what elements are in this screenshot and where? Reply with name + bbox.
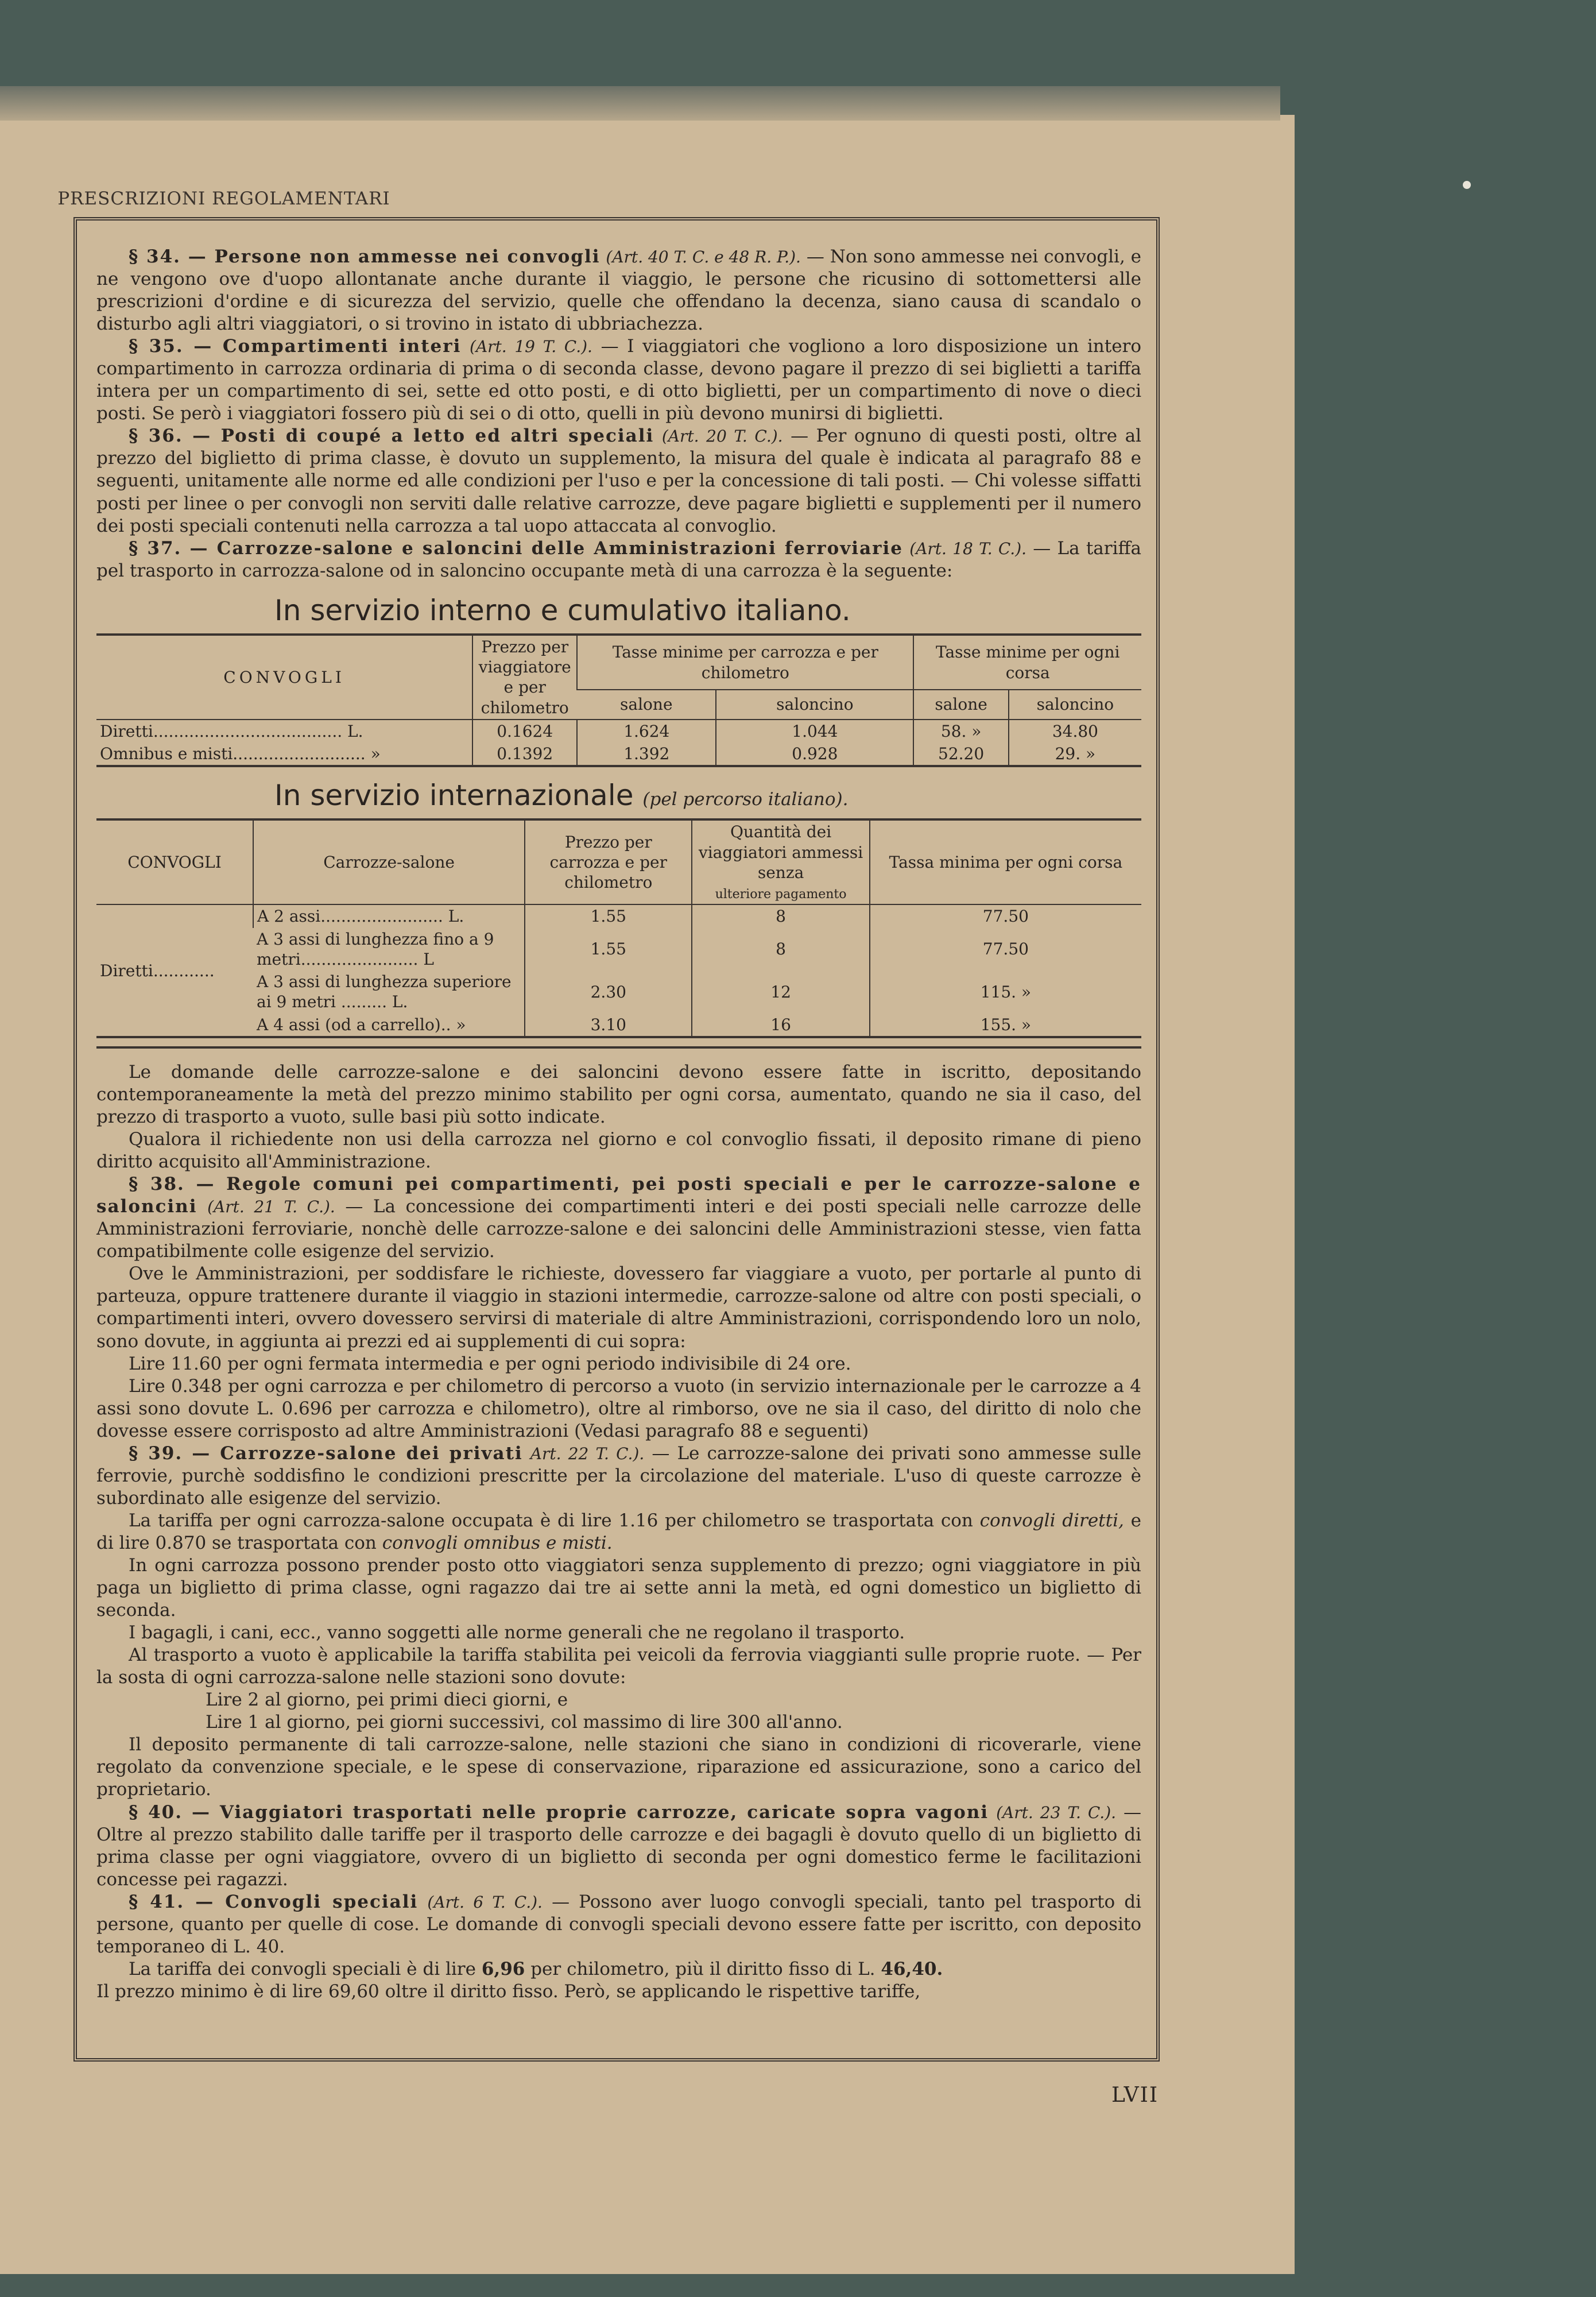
tariff-table-domestic xyxy=(96,633,1141,768)
section-39-p5: Al trasporto a vuoto è applicabile la tariffa stabilita pei veicoli da ferrovia viaggianti sulle proprie ruote. — Per la sosta di ogni carrozza-salone nelle stazioni sono dovute: xyxy=(96,1645,1141,1688)
table-row: Omnibus e misti.......................... » 0.1392 1.392 0.928 52.20 29. » xyxy=(96,743,1141,766)
section-36: § 36. — Posti di coupé a letto ed altri speciali (Art. 20 T. C.). — Per ognuno di questi posti, oltre al prezzo del biglietto di prima classe, è dovuto un supplemento, la misura del quale è indicata al paragrafo 88 e seguenti, unitamente alle norme ed alle condizioni per l'uso e per la concessione di tali posti. — Chi volesse siffatti posti per linee o per convogli non serviti dalle relative carrozze, deve pagare biglietti e supplementi per il numero dei posti speciali contenuti nella carrozza a tal uopo attaccata al convoglio. xyxy=(96,426,1142,536)
col-salone-km: salone xyxy=(577,690,716,719)
section-34: § 34. — Persone non ammesse nei convogli (Art. 40 T. C. e 48 R. P.). — Non sono ammesse nei convogli, e ne vengono ove d'uopo allontanate anche durante il viaggio, le persone che ricusino di sottomettersi alle prescrizioni d'ordine e di sicurezza del servizio, quelle che offendano la decenza, siano causa di scandalo o disturbo agli altri viaggiatori, o si trovino in istato di ubbriachezza. xyxy=(96,246,1142,335)
section-39-p7: Lire 1 al giorno, pei giorni successivi, col massimo di lire 300 all'anno. xyxy=(206,1712,843,1733)
section-39-p2: La tariffa per ogni carrozza-salone occupata è di lire 1.16 per chilometro se trasportata con convogli diretti, e di lire 0.870 se trasportata con convogli omnibus e misti. xyxy=(96,1510,1142,1553)
col-saloncino-corsa: saloncino xyxy=(1009,690,1141,719)
table-row: A 3 assi di lunghezza superiore ai 9 metri ......... L. 2.30 12 115. » xyxy=(96,970,1141,1014)
table-row: Diretti............ A 2 assi........................ L. 1.55 8 77.50 xyxy=(96,904,1141,927)
table-row: A 3 assi di lunghezza fino a 9 metri....................... L 1.55 8 77.50 xyxy=(96,928,1141,971)
col-carrozze: Carrozze-salone xyxy=(253,819,525,904)
paper-spot xyxy=(1463,181,1471,189)
col-quantita: Quantità dei viaggiatori ammessi senza ulteriore pagamento xyxy=(692,819,869,904)
col-convogli: CONVOGLI xyxy=(96,819,253,904)
page-edge xyxy=(0,86,1280,121)
section-41: § 41. — Convogli speciali (Art. 6 T. C.). — Possono aver luogo convogli speciali, tanto pel trasporto di persone, quanto per quelle di cose. Le domande di convogli speciali devono essere fatte per iscritto, con deposito temporaneo di L. 40. xyxy=(96,1891,1142,1957)
col-tasse-km: Tasse minime per carrozza e per chilometro xyxy=(577,635,913,690)
page-content xyxy=(96,246,1141,2003)
deposit-paragraph-2: Qualora il richiedente non usi della carrozza nel giorno e col convoglio fissati, il deposito rimane di pieno diritto acquisito all'Amministrazione. xyxy=(96,1129,1141,1173)
section-39-p3: In ogni carrozza possono prender posto otto viaggiatori senza supplemento di prezzo; ogni viaggiatore in più paga un biglietto di prima classe, ogni ragazzo dai tre ai sette anni la metà, ed ogni domestico un biglietto di seconda. xyxy=(96,1554,1141,1621)
section-39-p6: Lire 2 al giorno, pei primi dieci giorni, e xyxy=(206,1689,568,1711)
col-saloncino-km: saloncino xyxy=(716,690,913,719)
table1-title: In servizio interno e cumulativo italiano. xyxy=(274,593,851,627)
running-head: PRESCRIZIONI REGOLAMENTARI xyxy=(57,188,390,209)
col-salone-corsa: salone xyxy=(913,690,1008,719)
page-number: LVII xyxy=(1111,2083,1159,2107)
col-prezzo: Prezzo per carrozza e per chilometro xyxy=(525,819,692,904)
section-39: § 39. — Carrozze-salone dei privati Art. 22 T. C.). — Le carrozze-salone dei privati sono ammesse sulle ferrovie, purchè soddisfino le condizioni prescritte per la circolazione del materiale. L'uso di queste carrozze è subordinato alle esigenze del servizio. xyxy=(96,1443,1141,1509)
divider xyxy=(96,1046,1141,1049)
section-39-p8: Il deposito permanente di tali carrozze-salone, nelle stazioni che siano in condizioni di ricoverarle, viene regolato da convenzione speciale, e le spese di conservazione, riparazione ed assicurazione, sono a carico del proprietario. xyxy=(96,1734,1141,1800)
section-37: § 37. — Carrozze-salone e saloncini delle Amministrazioni ferroviarie (Art. 18 T. C.). — La tariffa pel trasporto in carrozza-salone od in saloncino occupante metà di una carrozza è la seguente: xyxy=(96,537,1142,581)
col-convogli: CONVOGLI xyxy=(96,635,472,720)
section-41-p2: La tariffa dei convogli speciali è di lire 6,96 per chilometro, più il diritto fisso di L. 46,40. xyxy=(129,1958,943,1979)
deposit-paragraph: Le domande delle carrozze-salone e dei saloncini devono essere fatte in iscritto, depositando contemporaneamente la metà del prezzo minimo stabilito per ogni corsa, aumentato, quando ne sia il caso, del prezzo di trasporto a vuoto, sulle basi più sotto indicate. xyxy=(96,1061,1141,1128)
tariff-table-international xyxy=(96,818,1141,1038)
section-38-p4: Lire 0.348 per ogni carrozza e per chilometro di percorso a vuoto (in servizio internazionale per le carrozze a 4 assi sono dovute L. 0.696 per carrozza e chilometro), oltre al rimborso, ove ne sia il caso, del diritto di nolo che dovesse essere corrisposto ad altre Amministrazioni (Vedasi paragrafo 88 e seguenti) xyxy=(96,1375,1141,1441)
table-row: A 4 assi (od a carrello).. » 3.10 16 155. » xyxy=(96,1014,1141,1037)
table-row: Diretti..................................... L. 0.1624 1.624 1.044 58. » 34.80 xyxy=(96,720,1141,743)
col-prezzo: Prezzo per viaggiatore e per chilometro xyxy=(472,635,577,720)
section-38-p2: Ove le Amministrazioni, per soddisfare le richieste, dovessero far viaggiare a vuoto, per portarle al punto di parteuza, oppure trattenere durante il viaggio in stazioni intermedie, carrozze-salone od altre con posti speciali, o compartimenti interi, ovvero dovessero servirsi di materiale di altre Amministrazioni, corrispondendo loro un nolo, sono dovute, in aggiunta ai prezzi ed ai supplementi di cui sopra: xyxy=(96,1263,1141,1352)
section-41-p3: Il prezzo minimo è di lire 69,60 oltre il diritto fisso. Però, se applicando le rispettive tariffe, xyxy=(96,1981,921,2002)
col-tasse-corsa: Tasse minime per ogni corsa xyxy=(913,635,1141,690)
section-39-p4: I bagagli, i cani, ecc., vanno soggetti alle norme generali che ne regolano il trasporto. xyxy=(129,1622,905,1644)
section-38: § 38. — Regole comuni pei compartimenti, pei posti speciali e per le carrozze-salone e saloncini (Art. 21 T. C.). — La concessione dei compartimenti interi e dei posti speciali nelle carrozze delle Amministrazioni ferroviarie, nonchè delle carrozze-salone e dei saloncini delle Amministrazioni stesse, vien fatta compatibilmente colle esigenze del servizio. xyxy=(96,1174,1141,1262)
section-40: § 40. — Viaggiatori trasportati nelle proprie carrozze, caricate sopra vagoni (Art. 23 T. C.). — Oltre al prezzo stabilito dalle tariffe per il trasporto delle carrozze e dei bagagli è dovuto quello di un biglietto di prima classe per ogni viaggiatore, ovvero di un biglietto di seconda per ogni domestico ferme le facilitazioni concesse pei ragazzi. xyxy=(96,1801,1141,1890)
table2-title: In servizio internazionale (pel percorso italiano). xyxy=(274,779,849,813)
section-35: § 35. — Compartimenti interi (Art. 19 T. C.). — I viaggiatori che vogliono a loro disposizione un intero compartimento in carrozza ordinaria di prima o di seconda classe, devono pagare il prezzo di sei biglietti a tariffa intera per un compartimento di sei, sette ed otto posti, e di otto biglietti, per un compartimento di nove o dieci posti. Se però i viaggiatori fossero più di sei o di otto, quelli in più devono munirsi di biglietti. xyxy=(96,336,1142,424)
col-tassa: Tassa minima per ogni corsa xyxy=(870,819,1141,904)
section-38-p3: Lire 11.60 per ogni fermata intermedia e per ogni periodo indivisibile di 24 ore. xyxy=(129,1353,851,1374)
